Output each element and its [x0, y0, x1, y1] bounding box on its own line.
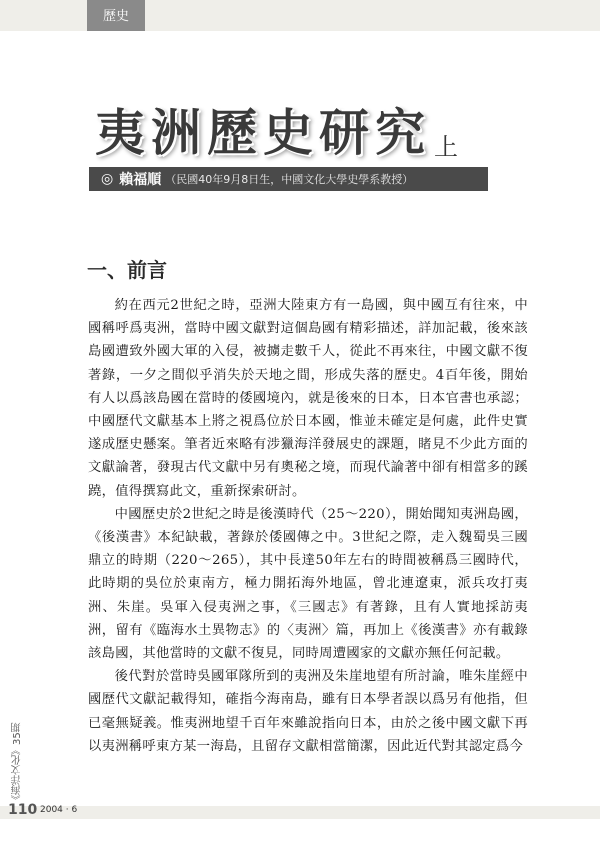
page-number: 110	[8, 802, 38, 818]
paragraph: 約在西元2世紀之時，亞洲大陸東方有一島國，與中國互有往來，中國稱呼爲夷洲，當時中國文獻對這個島國有精彩描述，詳加記載，後來該島國遭致外國大軍的入侵，被擄走數千人，從此不再來往，中國文獻不復著錄，一夕之間似乎消失於天地之間，形成失落的歷史。4百年後，開始有人以爲該島國在當時的倭國境內，就是後來的日本，日本官書也承認；中國歷代文獻基本上將之視爲位於日本國，惟並未確定是何處，此件史實遂成歷史懸案。筆者近來略有涉獵海洋發展史的課題，睹見不少此方面的文獻論著，發現古代文獻中另有奧秘之境，而現代論著中卻有相當多的蹊蹺，值得撰寫此文，重新探索研討。	[88, 298, 528, 499]
section-heading: 一、前言	[87, 258, 167, 282]
section-label: 歷史	[87, 0, 145, 31]
author-bullet-icon: ◎	[101, 171, 114, 187]
author-name: 賴福順	[119, 172, 162, 188]
article-body	[88, 294, 528, 758]
article-title	[92, 101, 458, 161]
title-char: 究	[375, 104, 425, 162]
title-char: 洲	[151, 104, 201, 162]
author-bar	[89, 167, 488, 191]
author-note: （民國40年9月8日生，中國文化大學史學系教授）	[165, 173, 414, 186]
title-char: 夷	[95, 104, 145, 162]
paragraph: 中國歷史於2世紀之時是後漢時代（25～220），開始聞知夷洲島國，《後漢書》本紀缺載，著錄於倭國傳之中。3世紀之際，走入魏蜀吳三國鼎立的時期（220～265），其中長達50年左右的時間被稱爲三國時代，此時期的吳位於東南方，極力開拓海外地區，曾北連遼東，派兵攻打夷洲、朱崖。吳軍入侵夷洲之事，《三國志》有著錄，且有人實地採訪夷洲，留有《臨海水土異物志》的〈夷洲〉篇，再加上《後漢書》亦有載錄該島國，其他當時的文獻不復見，同時周遭國家的文獻亦無任何記載。	[88, 506, 528, 662]
issue-date: 2004 · 6	[40, 805, 78, 815]
footer-bar	[0, 806, 600, 819]
journal-side-label: 《海洋文化》35期	[12, 722, 23, 805]
title-char: 歷	[207, 104, 257, 162]
title-char: 史	[263, 104, 313, 162]
title-part-label: 上	[434, 133, 458, 161]
title-char: 研	[319, 104, 369, 162]
paragraph: 後代對於當時吳國軍隊所到的夷洲及朱崖地望有所討論，唯朱崖經中國歷代文獻記載得知，確指今海南島，雖有日本學者誤以爲另有他指，但已毫無疑義。惟夷洲地望千百年來雖說指向日本，由於之後中國文獻下再以夷洲稱呼東方某一海島，且留存文獻相當簡潔，因此近代對其認定爲今	[88, 669, 528, 754]
